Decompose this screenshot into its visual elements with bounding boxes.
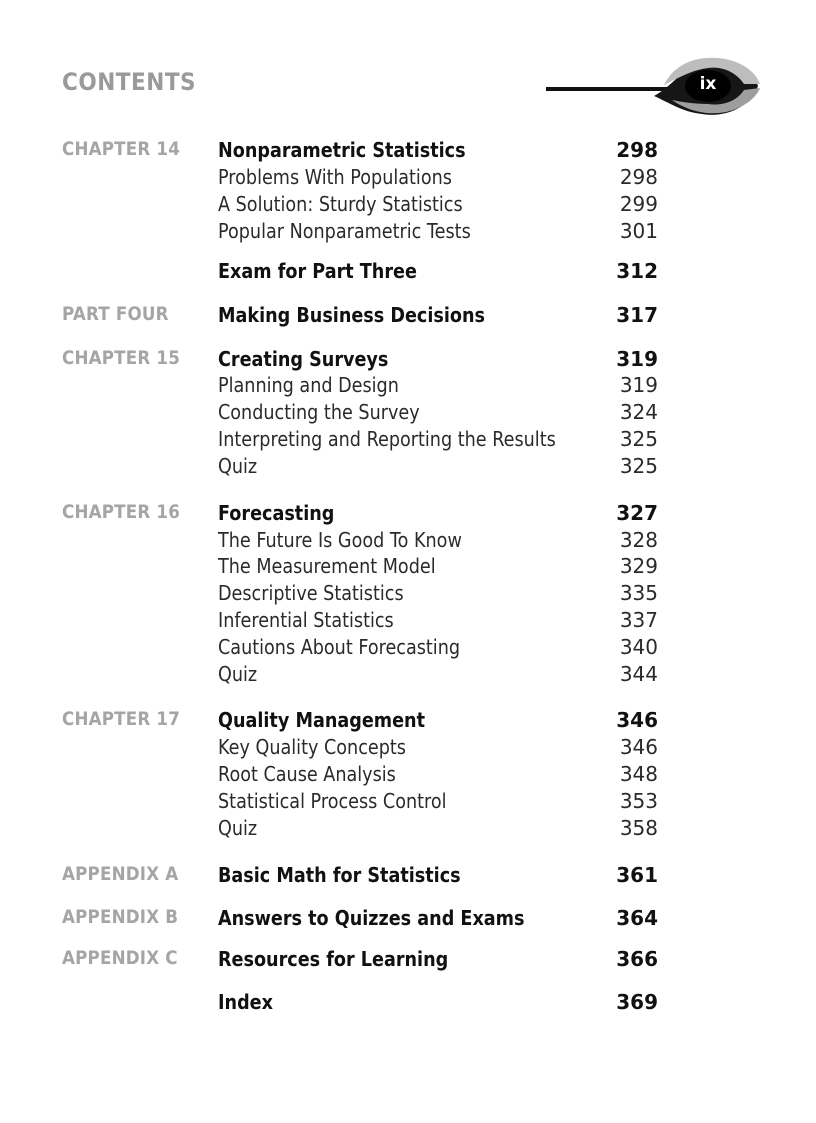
entry-title: Making Business Decisions [218,303,486,327]
entry-title: Conducting the Survey [218,400,420,424]
entry-page: 319 [616,347,658,371]
entry-label: CHAPTER 16 [62,501,181,523]
entry-page: 325 [619,427,658,451]
entry-title: Problems With Populations [218,165,452,189]
entry-page: 366 [616,947,658,971]
toc-entry[interactable] [0,373,816,399]
toc-entry[interactable] [0,400,816,426]
entry-page: 301 [619,219,658,243]
entry-title: The Future Is Good To Know [218,528,462,552]
toc-entry-chapter-14[interactable] [0,138,816,164]
entry-title: Resources for Learning [218,947,449,971]
entry-page: 353 [619,789,658,813]
entry-label: CHAPTER 15 [62,347,181,369]
toc-entry-chapter-16[interactable] [0,501,816,527]
toc-entry[interactable] [0,789,816,815]
entry-page: 325 [619,454,658,478]
entry-label: APPENDIX B [62,906,179,928]
toc-entry[interactable] [0,528,816,554]
entry-title: Inferential Statistics [218,608,394,632]
entry-title: Exam for Part Three [218,259,417,283]
entry-label: CHAPTER 17 [62,708,181,730]
entry-page: 327 [616,501,658,525]
toc-entry[interactable] [0,219,816,245]
entry-title: Forecasting [218,501,335,525]
entry-page: 298 [616,138,658,162]
toc-entry[interactable] [0,165,816,191]
toc-entry-appendix-a[interactable] [0,863,816,889]
entry-page: 328 [619,528,658,552]
entry-page: 369 [616,990,658,1014]
entry-label: APPENDIX C [62,947,178,969]
entry-title: Quiz [218,454,258,478]
entry-title: Quality Management [218,708,426,732]
entry-page: 298 [619,165,658,189]
toc-entry[interactable] [0,427,816,453]
entry-page: 337 [619,608,658,632]
toc-entry[interactable] [0,762,816,788]
entry-page: 361 [616,863,658,887]
entry-page: 340 [619,635,658,659]
entry-title: Descriptive Statistics [218,581,404,605]
entry-title: Nonparametric Statistics [218,138,466,162]
page-title: CONTENTS [62,68,197,96]
toc-entry[interactable] [0,635,816,661]
entry-title: Basic Math for Statistics [218,863,461,887]
toc-entry-index[interactable] [0,990,816,1016]
entry-page: 319 [619,373,658,397]
entry-page: 346 [616,708,658,732]
entry-page: 335 [619,581,658,605]
entry-title: Creating Surveys [218,347,389,371]
toc-entry[interactable] [0,735,816,761]
toc-entry[interactable] [0,816,816,842]
entry-title: The Measurement Model [218,554,436,578]
entry-page: 317 [616,303,658,327]
entry-title: Answers to Quizzes and Exams [218,906,525,930]
entry-label: PART FOUR [62,303,169,325]
entry-page: 344 [619,662,658,686]
toc-entry[interactable] [0,554,816,580]
toc-entry-appendix-b[interactable] [0,906,816,932]
entry-page: 324 [619,400,658,424]
toc-entry[interactable] [0,192,816,218]
toc-entry-exam-part-three[interactable] [0,259,816,285]
entry-page: 364 [616,906,658,930]
entry-title: Planning and Design [218,373,399,397]
toc-entry[interactable] [0,608,816,634]
entry-title: Statistical Process Control [218,789,447,813]
entry-title: Quiz [218,816,258,840]
entry-title: Index [218,990,273,1014]
entry-title: A Solution: Sturdy Statistics [218,192,463,216]
toc-entry[interactable] [0,454,816,480]
entry-page: 346 [619,735,658,759]
entry-label: APPENDIX A [62,863,179,885]
toc-entry[interactable] [0,662,816,688]
entry-label: CHAPTER 14 [62,138,181,160]
entry-title: Popular Nonparametric Tests [218,219,471,243]
toc-entry-part-four[interactable] [0,303,816,329]
entry-page: 312 [616,259,658,283]
entry-page: 358 [619,816,658,840]
toc-entry[interactable] [0,581,816,607]
entry-page: 348 [619,762,658,786]
entry-title: Quiz [218,662,258,686]
entry-title: Key Quality Concepts [218,735,406,759]
entry-page: 329 [619,554,658,578]
entry-title: Interpreting and Reporting the Results [218,427,556,451]
entry-page: 299 [619,192,658,216]
page-number: ix [699,74,717,94]
toc-entry-chapter-17[interactable] [0,708,816,734]
entry-title: Root Cause Analysis [218,762,396,786]
toc-entry-chapter-15[interactable] [0,347,816,373]
toc-entry-appendix-c[interactable] [0,947,816,973]
entry-title: Cautions About Forecasting [218,635,461,659]
